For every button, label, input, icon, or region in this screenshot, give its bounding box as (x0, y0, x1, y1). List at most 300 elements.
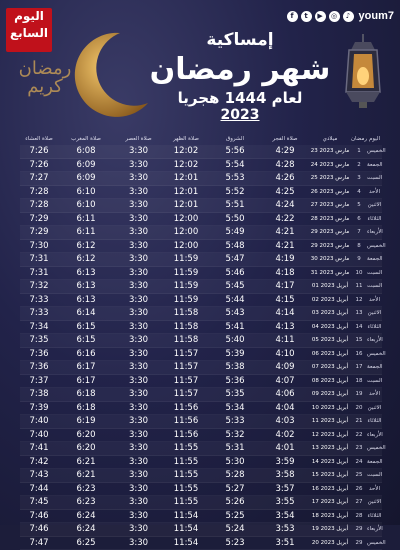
cell-fajr: 3:55 (261, 497, 309, 507)
cell-gregorian: 12 أبريل 2023 (309, 432, 351, 438)
cell-gregorian: 14 أبريل 2023 (309, 459, 351, 465)
cell-fajr: 4:13 (261, 322, 309, 332)
table-row (20, 199, 382, 213)
cell-maghrib: 6:13 (58, 268, 114, 278)
table-row (20, 267, 382, 281)
cell-isha: 7:29 (20, 214, 58, 224)
cell-gregorian: 17 أبريل 2023 (309, 499, 351, 505)
cell-dhuhr: 12:02 (163, 146, 209, 156)
cell-ramadan: 3 (351, 175, 367, 181)
cell-asr: 3:30 (114, 322, 163, 332)
cell-maghrib: 6:10 (58, 187, 114, 197)
cell-maghrib: 6:13 (58, 295, 114, 305)
cell-isha: 7:37 (20, 376, 58, 386)
cell-isha: 7:40 (20, 416, 58, 426)
cell-ramadan: 5 (351, 202, 367, 208)
cell-dhuhr: 12:02 (163, 160, 209, 170)
cell-fajr: 4:24 (261, 200, 309, 210)
cell-isha: 7:38 (20, 389, 58, 399)
cell-asr: 3:30 (114, 403, 163, 413)
cell-isha: 7:36 (20, 362, 58, 372)
cell-isha: 7:31 (20, 268, 58, 278)
table-row (20, 307, 382, 321)
table-row (20, 321, 382, 335)
cell-gregorian: 24 مارس 2023 (309, 162, 351, 168)
cell-ramadan: 18 (351, 378, 367, 384)
cell-dhuhr: 11:59 (163, 268, 209, 278)
table-row (20, 361, 382, 375)
cell-gregorian: 25 مارس 2023 (309, 175, 351, 181)
cell-gregorian: 30 مارس 2023 (309, 256, 351, 262)
cell-maghrib: 6:10 (58, 200, 114, 210)
cell-isha: 7:41 (20, 443, 58, 453)
header-dhuhr: صلاة الظهر (163, 136, 209, 142)
cell-asr: 3:30 (114, 335, 163, 345)
cell-isha: 7:40 (20, 430, 58, 440)
cell-dhuhr: 11:57 (163, 376, 209, 386)
cell-gregorian: 11 أبريل 2023 (309, 418, 351, 424)
header-asr: صلاة العصر (114, 136, 163, 142)
cell-shuruq: 5:41 (209, 322, 261, 332)
cell-maghrib: 6:24 (58, 524, 114, 534)
table-row (20, 523, 382, 537)
cell-fajr: 4:09 (261, 362, 309, 372)
cell-isha: 7:39 (20, 403, 58, 413)
cell-shuruq: 5:44 (209, 295, 261, 305)
cell-isha: 7:47 (20, 538, 58, 548)
title-year: 2023 (150, 107, 330, 123)
cell-asr: 3:30 (114, 376, 163, 386)
cell-dhuhr: 12:00 (163, 227, 209, 237)
cell-dhuhr: 11:56 (163, 430, 209, 440)
cell-fajr: 3:51 (261, 538, 309, 548)
cell-shuruq: 5:28 (209, 470, 261, 480)
cell-asr: 3:30 (114, 524, 163, 534)
cell-gregorian: 16 أبريل 2023 (309, 486, 351, 492)
cell-ramadan: 28 (351, 513, 367, 519)
table-row (20, 456, 382, 470)
cell-day: السبت (367, 378, 382, 384)
cell-isha: 7:45 (20, 497, 58, 507)
cell-shuruq: 5:24 (209, 524, 261, 534)
cell-ramadan: 25 (351, 472, 367, 478)
cell-isha: 7:33 (20, 308, 58, 318)
cell-fajr: 4:14 (261, 308, 309, 318)
cell-shuruq: 5:34 (209, 403, 261, 413)
cell-day: الخميس (367, 351, 382, 357)
cell-asr: 3:30 (114, 308, 163, 318)
logo-line2: السابع (6, 25, 52, 42)
cell-shuruq: 5:54 (209, 160, 261, 170)
cell-fajr: 3:54 (261, 511, 309, 521)
cell-day: الأربعاء (367, 432, 382, 438)
cell-asr: 3:30 (114, 511, 163, 521)
cell-dhuhr: 11:57 (163, 349, 209, 359)
social-bar (287, 10, 394, 22)
cell-fajr: 3:57 (261, 484, 309, 494)
cell-ramadan: 14 (351, 324, 367, 330)
cell-day: الأحد (367, 486, 382, 492)
cell-ramadan: 15 (351, 337, 367, 343)
cell-day: السبت (367, 472, 382, 478)
cell-asr: 3:30 (114, 227, 163, 237)
cell-shuruq: 5:25 (209, 511, 261, 521)
cell-asr: 3:30 (114, 241, 163, 251)
table-body (20, 145, 382, 550)
header-gregorian: ميلادي (309, 136, 351, 142)
youm7-logo[interactable] (6, 8, 52, 52)
cell-shuruq: 5:48 (209, 241, 261, 251)
cell-isha: 7:35 (20, 335, 58, 345)
cell-shuruq: 5:33 (209, 416, 261, 426)
cell-ramadan: 12 (351, 297, 367, 303)
cell-ramadan: 27 (351, 499, 367, 505)
cell-dhuhr: 11:55 (163, 470, 209, 480)
cell-dhuhr: 11:56 (163, 416, 209, 426)
cell-ramadan: 16 (351, 351, 367, 357)
cell-fajr: 4:29 (261, 146, 309, 156)
cell-maghrib: 6:08 (58, 146, 114, 156)
cell-asr: 3:30 (114, 443, 163, 453)
cell-day: الخميس (367, 243, 382, 249)
cell-asr: 3:30 (114, 389, 163, 399)
cell-isha: 7:31 (20, 254, 58, 264)
table-row (20, 375, 382, 389)
cell-ramadan: 11 (351, 283, 367, 289)
cell-fajr: 4:11 (261, 335, 309, 345)
cell-maghrib: 6:19 (58, 416, 114, 426)
cell-shuruq: 5:31 (209, 443, 261, 453)
cell-fajr: 4:19 (261, 254, 309, 264)
cell-ramadan: 13 (351, 310, 367, 316)
cell-gregorian: 28 مارس 2023 (309, 216, 351, 222)
table-row (20, 537, 382, 550)
cell-maghrib: 6:11 (58, 227, 114, 237)
cell-isha: 7:46 (20, 511, 58, 521)
cell-asr: 3:30 (114, 295, 163, 305)
cell-ramadan: 20 (351, 405, 367, 411)
cell-isha: 7:28 (20, 200, 58, 210)
cell-maghrib: 6:20 (58, 430, 114, 440)
cell-dhuhr: 11:57 (163, 389, 209, 399)
cell-maghrib: 6:15 (58, 335, 114, 345)
cell-maghrib: 6:18 (58, 403, 114, 413)
cell-dhuhr: 11:56 (163, 403, 209, 413)
header-isha: صلاة العشاء (20, 136, 58, 142)
cell-shuruq: 5:56 (209, 146, 261, 156)
cell-fajr: 4:02 (261, 430, 309, 440)
cell-fajr: 4:18 (261, 268, 309, 278)
cell-fajr: 4:07 (261, 376, 309, 386)
cell-shuruq: 5:38 (209, 362, 261, 372)
facebook-icon[interactable]: f (287, 11, 298, 22)
cell-asr: 3:30 (114, 362, 163, 372)
cell-dhuhr: 11:54 (163, 511, 209, 521)
cell-asr: 3:30 (114, 457, 163, 467)
cell-asr: 3:30 (114, 470, 163, 480)
cell-gregorian: 01 أبريل 2023 (309, 283, 351, 289)
table-row (20, 159, 382, 173)
cell-fajr: 4:06 (261, 389, 309, 399)
cell-day: السبت (367, 175, 382, 181)
cell-shuruq: 5:23 (209, 538, 261, 548)
cell-isha: 7:26 (20, 146, 58, 156)
cell-shuruq: 5:53 (209, 173, 261, 183)
cell-maghrib: 6:15 (58, 322, 114, 332)
cell-gregorian: 06 أبريل 2023 (309, 351, 351, 357)
cell-fajr: 4:28 (261, 160, 309, 170)
cell-maghrib: 6:12 (58, 241, 114, 251)
youtube-icon[interactable]: ▶ (315, 11, 326, 22)
cell-isha: 7:29 (20, 227, 58, 237)
cell-shuruq: 5:39 (209, 349, 261, 359)
cell-maghrib: 6:17 (58, 362, 114, 372)
cell-gregorian: 29 مارس 2023 (309, 243, 351, 249)
cell-dhuhr: 11:54 (163, 524, 209, 534)
crescent-moon-icon (70, 28, 150, 118)
cell-ramadan: 1 (351, 148, 367, 154)
cell-shuruq: 5:43 (209, 308, 261, 318)
cell-fajr: 4:21 (261, 227, 309, 237)
cell-day: الاثنين (367, 310, 382, 316)
calligraphy-line2: كريم (10, 78, 80, 96)
cell-day: الجمعة (367, 364, 382, 370)
cell-shuruq: 5:32 (209, 430, 261, 440)
cell-gregorian: 19 أبريل 2023 (309, 526, 351, 532)
cell-fajr: 4:17 (261, 281, 309, 291)
cell-dhuhr: 11:55 (163, 484, 209, 494)
cell-day: الأربعاء (367, 337, 382, 343)
cell-fajr: 3:53 (261, 524, 309, 534)
table-row (20, 402, 382, 416)
cell-day: الجمعة (367, 256, 382, 262)
cell-isha: 7:34 (20, 322, 58, 332)
cell-isha: 7:43 (20, 470, 58, 480)
cell-ramadan: 17 (351, 364, 367, 370)
cell-dhuhr: 11:59 (163, 295, 209, 305)
cell-isha: 7:28 (20, 187, 58, 197)
lantern-icon (340, 34, 386, 114)
cell-day: الثلاثاء (367, 513, 382, 519)
cell-day: السبت (367, 283, 382, 289)
cell-fajr: 4:21 (261, 241, 309, 251)
cell-maghrib: 6:25 (58, 538, 114, 548)
social-handle: youm7 (359, 10, 394, 22)
cell-shuruq: 5:36 (209, 376, 261, 386)
cell-day: الأحد (367, 297, 382, 303)
table-row (20, 429, 382, 443)
cell-ramadan: 24 (351, 459, 367, 465)
table-row (20, 213, 382, 227)
twitter-icon[interactable]: t (301, 11, 312, 22)
cell-gregorian: 08 أبريل 2023 (309, 378, 351, 384)
cell-gregorian: 07 أبريل 2023 (309, 364, 351, 370)
cell-ramadan: 29 (351, 540, 367, 546)
tiktok-icon[interactable]: ♪ (343, 11, 354, 22)
cell-isha: 7:42 (20, 457, 58, 467)
table-row (20, 334, 382, 348)
cell-asr: 3:30 (114, 200, 163, 210)
cell-maghrib: 6:13 (58, 281, 114, 291)
header-shuruq: الشروق (209, 136, 261, 142)
cell-asr: 3:30 (114, 160, 163, 170)
cell-shuruq: 5:52 (209, 187, 261, 197)
cell-ramadan: 19 (351, 391, 367, 397)
cell-isha: 7:30 (20, 241, 58, 251)
cell-day: الجمعة (367, 162, 382, 168)
cell-dhuhr: 11:58 (163, 308, 209, 318)
cell-day: الخميس (367, 148, 382, 154)
calligraphy-line1: رمضان (10, 60, 80, 78)
cell-dhuhr: 11:57 (163, 362, 209, 372)
table-row (20, 280, 382, 294)
cell-maghrib: 6:11 (58, 214, 114, 224)
cell-dhuhr: 12:00 (163, 214, 209, 224)
table-row (20, 415, 382, 429)
cell-ramadan: 4 (351, 189, 367, 195)
cell-gregorian: 27 مارس 2023 (309, 202, 351, 208)
cell-ramadan: 6 (351, 216, 367, 222)
cell-dhuhr: 12:00 (163, 241, 209, 251)
cell-maghrib: 6:21 (58, 457, 114, 467)
cell-gregorian: 13 أبريل 2023 (309, 445, 351, 451)
cell-asr: 3:30 (114, 281, 163, 291)
cell-asr: 3:30 (114, 484, 163, 494)
cell-day: الجمعة (367, 459, 382, 465)
cell-maghrib: 6:23 (58, 484, 114, 494)
header-ramadan: رمضان (351, 136, 367, 142)
cell-isha: 7:46 (20, 524, 58, 534)
instagram-icon[interactable]: ◎ (329, 11, 340, 22)
cell-day: الأحد (367, 189, 382, 195)
table-row (20, 469, 382, 483)
cell-gregorian: 05 أبريل 2023 (309, 337, 351, 343)
cell-fajr: 3:58 (261, 470, 309, 480)
cell-gregorian: 15 أبريل 2023 (309, 472, 351, 478)
cell-gregorian: 23 مارس 2023 (309, 148, 351, 154)
cell-ramadan: 23 (351, 445, 367, 451)
cell-fajr: 4:03 (261, 416, 309, 426)
cell-fajr: 4:25 (261, 187, 309, 197)
header-maghrib: صلاة المغرب (58, 136, 114, 142)
cell-gregorian: 04 أبريل 2023 (309, 324, 351, 330)
cell-fajr: 4:10 (261, 349, 309, 359)
header-fajr: صلاة الفجر (261, 136, 309, 142)
cell-fajr: 4:15 (261, 295, 309, 305)
cell-dhuhr: 11:59 (163, 281, 209, 291)
cell-maghrib: 6:20 (58, 443, 114, 453)
prayer-times-table (20, 133, 382, 550)
cell-dhuhr: 11:59 (163, 254, 209, 264)
cell-dhuhr: 11:55 (163, 443, 209, 453)
cell-maghrib: 6:21 (58, 470, 114, 480)
cell-asr: 3:30 (114, 268, 163, 278)
cell-day: الثلاثاء (367, 418, 382, 424)
cell-shuruq: 5:50 (209, 214, 261, 224)
cell-shuruq: 5:26 (209, 497, 261, 507)
title-line2: شهر رمضان (140, 52, 340, 88)
cell-gregorian: 10 أبريل 2023 (309, 405, 351, 411)
cell-day: الخميس (367, 445, 382, 451)
cell-asr: 3:30 (114, 497, 163, 507)
cell-maghrib: 6:14 (58, 308, 114, 318)
cell-day: السبت (367, 270, 382, 276)
cell-maghrib: 6:24 (58, 511, 114, 521)
cell-day: الاثنين (367, 405, 382, 411)
cell-maghrib: 6:23 (58, 497, 114, 507)
title-line3: لعام 1444 هجريا (150, 89, 330, 107)
cell-dhuhr: 12:01 (163, 187, 209, 197)
cell-day: الخميس (367, 540, 382, 546)
cell-gregorian: 26 مارس 2023 (309, 189, 351, 195)
cell-asr: 3:30 (114, 254, 163, 264)
cell-asr: 3:30 (114, 146, 163, 156)
title-line1: إمساكية (150, 30, 330, 50)
logo-line1: اليوم (6, 8, 52, 25)
cell-maghrib: 6:09 (58, 173, 114, 183)
cell-maghrib: 6:18 (58, 389, 114, 399)
cell-day: الاثنين (367, 202, 382, 208)
cell-isha: 7:44 (20, 484, 58, 494)
cell-shuruq: 5:46 (209, 268, 261, 278)
cell-dhuhr: 12:01 (163, 200, 209, 210)
cell-dhuhr: 11:58 (163, 322, 209, 332)
cell-gregorian: 20 أبريل 2023 (309, 540, 351, 546)
cell-isha: 7:26 (20, 160, 58, 170)
table-row (20, 240, 382, 254)
cell-dhuhr: 11:55 (163, 457, 209, 467)
cell-shuruq: 5:30 (209, 457, 261, 467)
cell-maghrib: 6:09 (58, 160, 114, 170)
header-day: اليوم (367, 136, 382, 142)
table-row (20, 145, 382, 159)
cell-shuruq: 5:35 (209, 389, 261, 399)
cell-isha: 7:27 (20, 173, 58, 183)
cell-asr: 3:30 (114, 173, 163, 183)
cell-ramadan: 2 (351, 162, 367, 168)
table-row (20, 388, 382, 402)
cell-gregorian: 29 مارس 2023 (309, 229, 351, 235)
cell-maghrib: 6:16 (58, 349, 114, 359)
cell-ramadan: 9 (351, 256, 367, 262)
cell-asr: 3:30 (114, 430, 163, 440)
ramadan-kareem-calligraphy (10, 60, 80, 96)
cell-isha: 7:36 (20, 349, 58, 359)
cell-shuruq: 5:51 (209, 200, 261, 210)
cell-day: الثلاثاء (367, 324, 382, 330)
cell-ramadan: 21 (351, 418, 367, 424)
cell-dhuhr: 11:54 (163, 538, 209, 548)
cell-shuruq: 5:27 (209, 484, 261, 494)
table-row (20, 348, 382, 362)
cell-dhuhr: 12:01 (163, 173, 209, 183)
cell-asr: 3:30 (114, 538, 163, 548)
table-row (20, 226, 382, 240)
cell-fajr: 4:26 (261, 173, 309, 183)
table-row (20, 510, 382, 524)
cell-gregorian: 09 أبريل 2023 (309, 391, 351, 397)
cell-ramadan: 8 (351, 243, 367, 249)
cell-day: الأحد (367, 391, 382, 397)
cell-maghrib: 6:12 (58, 254, 114, 264)
cell-fajr: 4:22 (261, 214, 309, 224)
cell-ramadan: 22 (351, 432, 367, 438)
cell-shuruq: 5:45 (209, 281, 261, 291)
cell-shuruq: 5:47 (209, 254, 261, 264)
table-row (20, 172, 382, 186)
cell-fajr: 4:04 (261, 403, 309, 413)
cell-asr: 3:30 (114, 349, 163, 359)
